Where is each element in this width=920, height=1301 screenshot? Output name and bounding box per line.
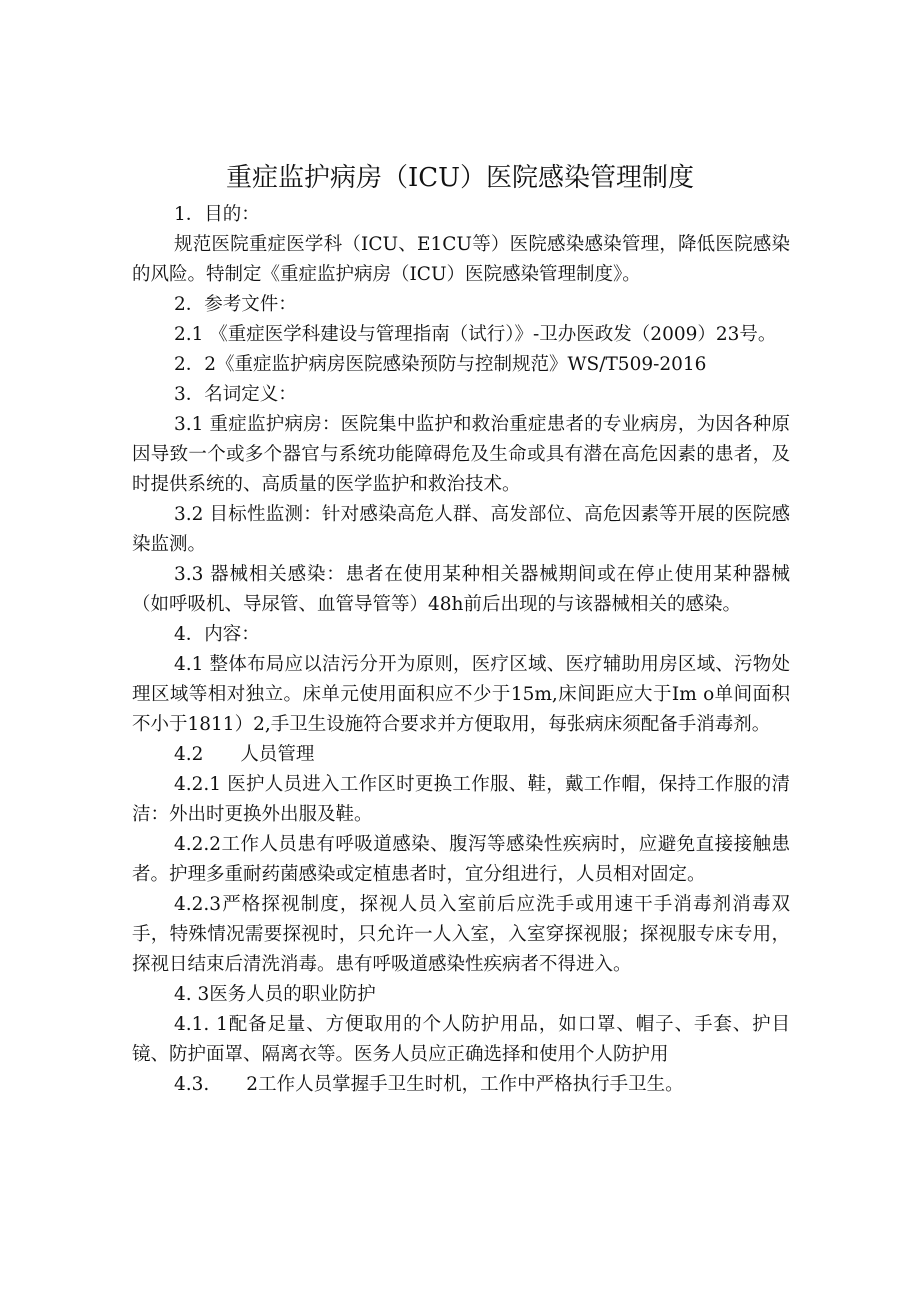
subheading-occupational-protection: 4. 3医务人员的职业防护 [174,984,376,1005]
paragraph-purpose: 规范医院重症医学科（ICU、E1CU等）医院感染感染管理，降低医院感染的风险。特制定《重症监护病房（ICU）医院感染管理制度》。 [132,234,790,285]
paragraph-content-4-2-3: 4.2.3严格探视制度，探视人员入室前后应洗手或用速干手消毒剂消毒双手，特殊情况需要探视时，只允许一人入室，入室穿探视服；探视服专床专用，探视日结束后清洗消毒。患有呼吸道感染性疾病者不得进入。 [132,894,790,975]
section-heading-content: 4．内容： [174,624,260,645]
document-body [132,200,790,1100]
paragraph-definition-3-3: 3.3 器械相关感染：患者在使用某种相关器械期间或在停止使用某种器械（如呼吸机、导尿管、血管导管等）48h前后出现的与该器械相关的感染。 [132,564,790,615]
section-heading-definitions: 3．名词定义： [174,384,297,405]
paragraph-reference-2-1: 2.1 《重症医学科建设与管理指南（试行）》-卫办医政发（2009）23号。 [174,324,777,345]
paragraph-content-4-2-1: 4.2.1 医护人员进入工作区时更换工作服、鞋，戴工作帽，保持工作服的清洁：外出时更换外出服及鞋。 [132,774,790,825]
paragraph-content-4-1: 4.1 整体布局应以洁污分开为原则，医疗区域、医疗辅助用房区域、污物处理区域等相对独立。床单元使用面积应不少于15m,床间距应大于Im o单间面积不小于1811）2,手卫生设施符合要求并方便取用，每张病床须配备手消毒剂。 [132,654,790,735]
paragraph-content-4-1-1: 4.1. 1配备足量、方便取用的个人防护用品，如口罩、帽子、手套、护目镜、防护面罩、隔离衣等。医务人员应正确选择和使用个人防护用 [132,1014,790,1065]
paragraph-content-4-3-2: 4.3. 2工作人员掌握手卫生时机，工作中严格执行手卫生。 [174,1074,684,1095]
paragraph-definition-3-1: 3.1 重症监护病房：医院集中监护和救治重症患者的专业病房，为因各种原因导致一个或多个器官与系统功能障碍危及生命或具有潜在高危因素的患者，及时提供系统的、高质量的医学监护和救治技术。 [132,414,790,495]
document-title: 重症监护病房（ICU）医院感染管理制度 [225,163,695,193]
section-heading-references: 2．参考文件： [174,294,297,315]
paragraph-content-4-2-2: 4.2.2工作人员患有呼吸道感染、腹泻等感染性疾病时，应避免直接接触患者。护理多重耐药菌感染或定植患者时，宜分组进行，人员相对固定。 [132,834,790,885]
subheading-staff-management: 4.2 人员管理 [174,744,315,765]
paragraph-reference-2-2: 2．2《重症监护病房医院感染预防与控制规范》WS/T509-2016 [174,354,707,375]
paragraph-definition-3-2: 3.2 目标性监测：针对感染高危人群、高发部位、高危因素等开展的医院感染监测。 [132,504,790,555]
section-heading-purpose: 1．目的： [174,204,260,225]
